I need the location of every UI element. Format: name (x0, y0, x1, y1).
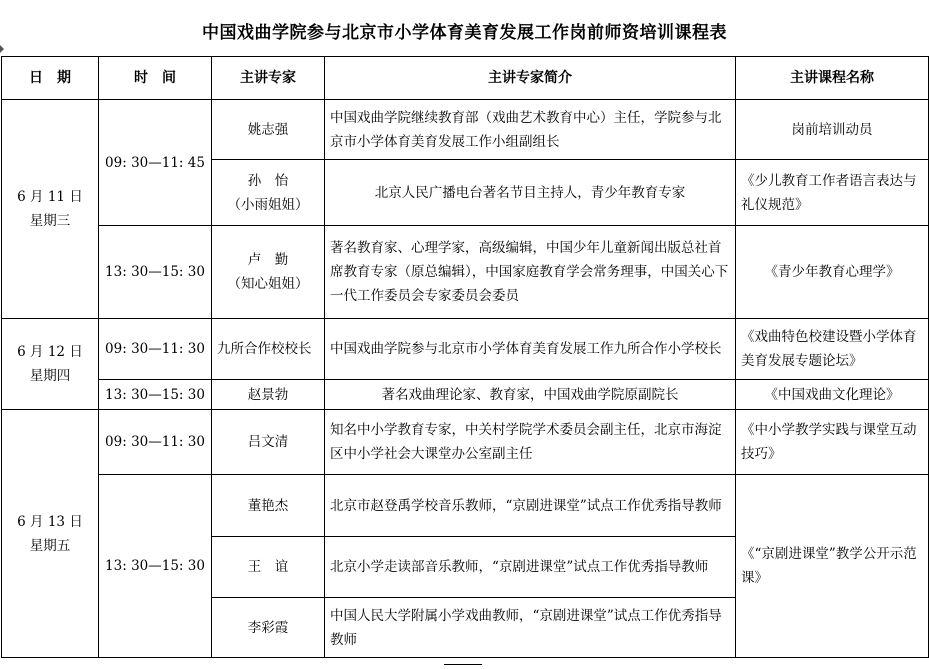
expert-cell: 赵景勃 (212, 380, 325, 410)
date-text: 6 月 11 日 (17, 189, 83, 205)
expert-name: 卢 勤 (247, 252, 289, 268)
expert-intro-cell: 著名教育家、心理学家，高级编辑，中国少年儿童新闻出版总社首席教育专家（原总编辑），中国家庭教育学会常务理事，中国关心下一代工作委员会专家委员会委员 (325, 226, 736, 319)
table-row (2, 410, 929, 475)
weekday-text: 星期五 (29, 537, 71, 554)
weekday-text: 星期三 (29, 213, 71, 229)
time-cell: 13: 30—15: 30 (99, 226, 212, 319)
margin-marker (0, 45, 4, 53)
time-cell: 09: 30—11: 45 (99, 100, 212, 226)
expert-intro-cell: 中国戏曲学院参与北京市小学体育美育发展工作九所合作小学校长 (325, 319, 736, 380)
time-cell: 13: 30—15: 30 (99, 475, 212, 658)
course-schedule-table (1, 56, 929, 658)
page-footer-mark (444, 664, 482, 665)
expert-intro-cell: 知名中小学教育专家，中关村学院学术委员会副主任，北京市海淀区中小学社会大课堂办公室副主任 (325, 410, 736, 475)
course-cell: 《中国戏曲文化理论》 (736, 380, 929, 410)
expert-cell (212, 160, 325, 226)
expert-cell: 王 谊 (212, 537, 325, 598)
expert-cell: 九所合作校校长 (212, 319, 325, 380)
course-cell: 《青少年教育心理学》 (736, 226, 929, 319)
weekday-text: 星期四 (29, 368, 71, 384)
expert-intro-cell: 北京小学走读部音乐教师，“京剧进课堂”试点工作优秀指导教师 (325, 537, 736, 598)
page-title: 中国戏曲学院参与北京市小学体育美育发展工作岗前师资培训课程表 (202, 23, 727, 43)
date-text: 6 月 13 日 (17, 513, 83, 530)
expert-cell: 董艳杰 (212, 475, 325, 537)
date-cell (2, 319, 99, 410)
header-expert: 主讲专家 (212, 57, 325, 100)
expert-intro-cell: 著名戏曲理论家、教育家，中国戏曲学院原副院长 (325, 380, 736, 410)
date-cell (2, 410, 99, 658)
course-cell: 岗前培训动员 (736, 100, 929, 160)
expert-intro-cell: 北京人民广播电台著名节目主持人，青少年教育专家 (325, 160, 736, 226)
time-cell: 13: 30—15: 30 (99, 380, 212, 410)
date-text: 6 月 12 日 (17, 344, 83, 360)
expert-cell (212, 226, 325, 319)
table-row (2, 475, 929, 537)
course-cell: 《少儿教育工作者语言表达与礼仪规范》 (736, 160, 929, 226)
expert-intro-cell: 北京市赵登禹学校音乐教师，“京剧进课堂”试点工作优秀指导教师 (325, 475, 736, 537)
expert-intro-cell: 中国戏曲学院继续教育部（戏曲艺术教育中心）主任，学院参与北京市小学体育美育发展工作小组副组长 (325, 100, 736, 160)
expert-cell: 李彩霞 (212, 598, 325, 658)
header-time: 时 间 (99, 57, 212, 100)
time-cell: 09: 30—11: 30 (99, 319, 212, 380)
time-cell: 09: 30—11: 30 (99, 410, 212, 475)
table-row (2, 226, 929, 319)
course-cell: 《“京剧进课堂”教学公开示范课》 (736, 475, 929, 658)
table-header-row (2, 57, 929, 100)
table-row (2, 380, 929, 410)
expert-alias: （知心姐姐） (227, 276, 309, 292)
table-row (2, 319, 929, 380)
course-cell: 《戏曲特色校建设暨小学体育美育发展专题论坛》 (736, 319, 929, 380)
expert-cell: 吕文清 (212, 410, 325, 475)
date-cell (2, 100, 99, 319)
header-expert-intro: 主讲专家简介 (325, 57, 736, 100)
course-cell: 《中小学教学实践与课堂互动技巧》 (736, 410, 929, 475)
header-date: 日 期 (2, 57, 99, 100)
header-course-name: 主讲课程名称 (736, 57, 929, 100)
expert-cell: 姚志强 (212, 100, 325, 160)
expert-intro-cell: 中国人民大学附属小学戏曲教师，“京剧进课堂”试点工作优秀指导教师 (325, 598, 736, 658)
expert-name: 孙 怡 (247, 172, 289, 189)
expert-alias: （小雨姐姐） (227, 196, 309, 213)
table-row (2, 100, 929, 160)
